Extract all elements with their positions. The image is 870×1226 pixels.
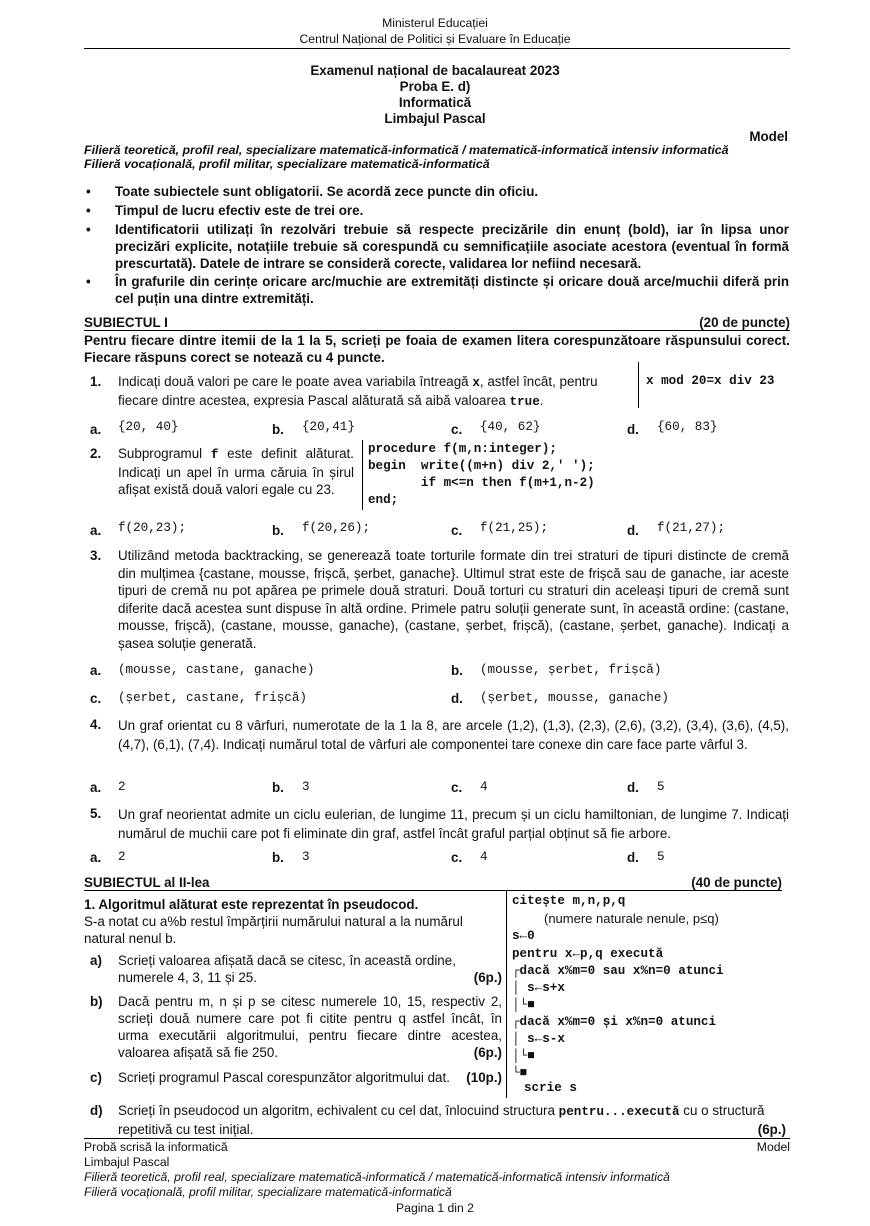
pseudocode-line: ┌dacă x%m=0 și x%n=0 atunci	[512, 1015, 717, 1029]
option-letter: b.	[272, 850, 284, 865]
option-letter: a.	[90, 663, 102, 678]
subject-1-points: (20 de puncte)	[699, 315, 790, 330]
question-2-text: Subprogramul f este definit alăturat. Indicați un apel în urma căruia în șirul afișat există două valori egale cu 23.	[118, 446, 354, 497]
rule-item: Toate subiectele sunt obligatorii. Se acordă zece puncte din oficiu.	[115, 184, 539, 199]
option-value: {20, 40}	[118, 420, 179, 434]
subject-1-title: SUBIECTUL I	[84, 315, 168, 330]
option-value: (mousse, șerbet, frișcă)	[480, 663, 662, 677]
option-letter: b.	[272, 422, 284, 437]
question-number: 3.	[90, 548, 102, 563]
pseudocode-line: s←0	[512, 929, 535, 943]
footer-language: Limbajul Pascal	[84, 1155, 170, 1169]
code-line: procedure f(m,n:integer);	[368, 442, 557, 456]
pseudocode-line: scrie s	[524, 1081, 577, 1095]
option-letter: d.	[627, 523, 639, 538]
footer-divider	[84, 1138, 790, 1139]
model-label: Model	[749, 129, 788, 144]
option-value: 5	[657, 850, 665, 864]
subject-1-divider	[84, 330, 790, 331]
option-value: f(20,26);	[302, 521, 371, 535]
footer-profile-1: Filieră teoretică, profil real, specializare matematică-informatică / matematică-informatică intensiv informatică	[84, 1170, 670, 1184]
option-letter: d.	[627, 422, 639, 437]
header-divider	[84, 48, 790, 49]
option-letter: d.	[627, 850, 639, 865]
question-number: 4.	[90, 717, 102, 732]
rule-item: În grafurile din cerințe oricare arc/muchie are extremități distincte și oricare două arce/muchii diferă prin cel puțin una dintre extremități.	[115, 274, 789, 306]
page-number: Pagina 1 din 2	[396, 1201, 474, 1215]
item-letter: d)	[90, 1103, 103, 1118]
bullet: •	[86, 203, 91, 218]
footer-row-1	[84, 1140, 790, 1154]
exam-proba: Proba E. d)	[399, 79, 471, 94]
footer-model: Model	[756, 1140, 790, 1154]
subject-2-divider	[84, 890, 782, 891]
bullet: •	[86, 274, 91, 289]
option-value: {20,41}	[302, 420, 355, 434]
exam-subject: Informatică	[398, 95, 472, 110]
ministry-name: Ministerul Educației	[382, 16, 488, 30]
option-value: {60, 83}	[657, 420, 718, 434]
rule-item: Timpul de lucru efectiv este de trei ore.	[115, 203, 364, 218]
option-value: (mousse, castane, ganache)	[118, 663, 315, 677]
question-number: 1.	[90, 374, 102, 389]
pseudocode-line: citește m,n,p,q	[512, 894, 626, 908]
option-value: 3	[302, 850, 310, 864]
option-letter: c.	[451, 780, 463, 795]
question-number: 5.	[90, 806, 102, 821]
option-value: 5	[657, 780, 665, 794]
code-border	[362, 440, 363, 510]
option-letter: b.	[272, 780, 284, 795]
pseudocode-line: │ s←s-x	[512, 1032, 565, 1046]
pseudocode-border	[506, 890, 507, 1098]
footer-profile-2: Filieră vocațională, profil militar, specializare matematică-informatică	[84, 1185, 452, 1199]
question-number: 2.	[90, 446, 102, 461]
item-a-text: Scrieți valoarea afișată dacă se citesc, în această ordine, numerele 4, 3, 11 și 25. (6p.)	[118, 953, 502, 985]
option-letter: c.	[451, 850, 463, 865]
center-name: Centrul Național de Politici și Evaluare în Educație	[299, 32, 571, 46]
subject-2-q1-intro: S-a notat cu a%b restul împărțirii numărului natural a la numărul natural nenul b.	[84, 914, 463, 946]
expression-border	[638, 362, 639, 408]
question-3-text: Utilizând metoda backtracking, se generează toate torturile formate din trei straturi de tipuri distincte de cremă din mulțimea {castane, mousse, frișcă, șerbet, ganache}. Ultimul strat este de frișcă sau de ganache, iar aceste tipuri de cremă nu pot apărea pe primele două straturi. Două torturi cu straturi din aceleași tipuri de cremă sunt diferite dacă acestea sunt dispuse în altă ordine. Primele patru soluții generate sunt, în această ordine: (castane, mousse, frișcă), (castane, mousse, ganache), (castane, șerbet, frișcă), (castane, șerbet, ganache). Indicați a șasea soluție generată.	[118, 548, 789, 651]
option-value: f(20,23);	[118, 521, 187, 535]
option-letter: c.	[451, 523, 463, 538]
question-4-text: Un graf orientat cu 8 vârfuri, numerotate de la 1 la 8, are arcele (1,2), (1,3), (2,3), (2,6), (3,2), (3,4), (3,6), (4,5), (4,7), (6,1), (7,4). Indicați numărul total de vârfuri ale componentei tare conexe din care face parte vârful 3.	[118, 718, 789, 752]
item-letter: b)	[90, 994, 103, 1009]
item-letter: c)	[90, 1070, 102, 1085]
pseudocode-line: └■	[512, 1066, 528, 1080]
pseudocode-comment: (numere naturale nenule, p≤q)	[544, 911, 719, 926]
pseudocode-line: │└■	[512, 1049, 535, 1063]
item-letter: a)	[90, 953, 102, 968]
option-letter: d.	[451, 691, 463, 706]
pseudocode-line: ┌dacă x%m=0 sau x%n=0 atunci	[512, 964, 724, 978]
subject-1-intro: Pentru fiecare dintre itemii de la 1 la 5, scrieți pe foaia de examen litera corespunzătoare răspunsului corect. Fiecare răspuns corect se notează cu 4 puncte.	[84, 333, 790, 365]
code-line: end;	[368, 493, 399, 507]
subject-2-header	[84, 874, 782, 891]
question-1-text: Indicați două valori pe care le poate avea variabila întreagă x, astfel încât, pentru fiecare dintre acestea, expresia Pascal alăturată să aibă valoarea true.	[118, 374, 598, 409]
option-letter: c.	[451, 422, 463, 437]
exam-title: Examenul național de bacalaureat 2023	[310, 63, 560, 78]
footer-exam: Probă scrisă la informatică	[84, 1140, 228, 1154]
option-letter: a.	[90, 850, 102, 865]
option-value: {40, 62}	[480, 420, 541, 434]
code-line: begin write((m+n) div 2,' ');	[368, 459, 595, 473]
option-letter: a.	[90, 422, 102, 437]
exam-language: Limbajul Pascal	[384, 111, 486, 126]
option-value: 2	[118, 780, 126, 794]
pseudocode-line: │ s←s+x	[512, 981, 565, 995]
option-letter: b.	[451, 663, 463, 678]
code-line: if m<=n then f(m+1,n-2)	[368, 476, 595, 490]
item-b-text: Dacă pentru m, n și p se citesc numerele 10, 15, respectiv 2, scrieți două numere care pot fi citite pentru q astfel încât, în urma executării algoritmului, pentru fiecare dintre acestea, valoarea afișată să fie 250. (6p.)	[118, 994, 502, 1060]
option-value: f(21,25);	[480, 521, 549, 535]
bullet: •	[86, 184, 91, 199]
option-value: (șerbet, castane, frișcă)	[118, 691, 307, 705]
subject-1-header	[84, 314, 790, 331]
rule-item: Identificatorii utilizați în rezolvări trebuie să respecte precizările din enunț (bold), iar în lipsa unor precizări explicite, notațiile trebuie să corespundă cu semnificațiile asociate acestora (eventual în formă prescurtată). Datele de intrare se consideră corecte, validarea lor nefiind necesară.	[115, 222, 789, 271]
bullet: •	[86, 222, 91, 237]
option-letter: c.	[90, 691, 102, 706]
pascal-expression: x mod 20=x div 23	[646, 374, 775, 388]
question-5-text: Un graf neorientat admite un ciclu eulerian, de lungime 11, precum și un ciclu hamiltonian, de lungime 7. Indicați numărul de muchii care pot fi eliminate din graf, astfel încât graful parțial obținut să fie arbore.	[118, 807, 789, 841]
option-value: 4	[480, 780, 488, 794]
item-d-text: Scrieți în pseudocod un algoritm, echivalent cu cel dat, înlocuind structura pentru...execută cu o structură repetitivă cu test inițial. (6p.)	[118, 1103, 786, 1137]
profile-line-2: Filieră vocațională, profil militar, specializare matematică-informatică	[84, 157, 490, 171]
option-value: 2	[118, 850, 126, 864]
option-value: f(21,27);	[657, 521, 726, 535]
option-letter: b.	[272, 523, 284, 538]
option-value: (șerbet, mousse, ganache)	[480, 691, 669, 705]
pseudocode-line: │└■	[512, 998, 535, 1012]
profile-line-1: Filieră teoretică, profil real, specializare matematică-informatică / matematică-informatică intensiv informatică	[84, 143, 729, 157]
pseudocode-line: pentru x←p,q execută	[512, 947, 664, 961]
item-c-text: Scrieți programul Pascal corespunzător algoritmului dat. (10p.)	[118, 1070, 502, 1085]
option-value: 3	[302, 780, 310, 794]
subject-2-title: SUBIECTUL al II-lea	[84, 875, 210, 890]
subject-2-points: (40 de puncte)	[691, 875, 782, 890]
option-value: 4	[480, 850, 488, 864]
subject-2-q1-title: 1. Algoritmul alăturat este reprezentat în pseudocod.	[84, 897, 419, 912]
option-letter: d.	[627, 780, 639, 795]
option-letter: a.	[90, 780, 102, 795]
option-letter: a.	[90, 523, 102, 538]
